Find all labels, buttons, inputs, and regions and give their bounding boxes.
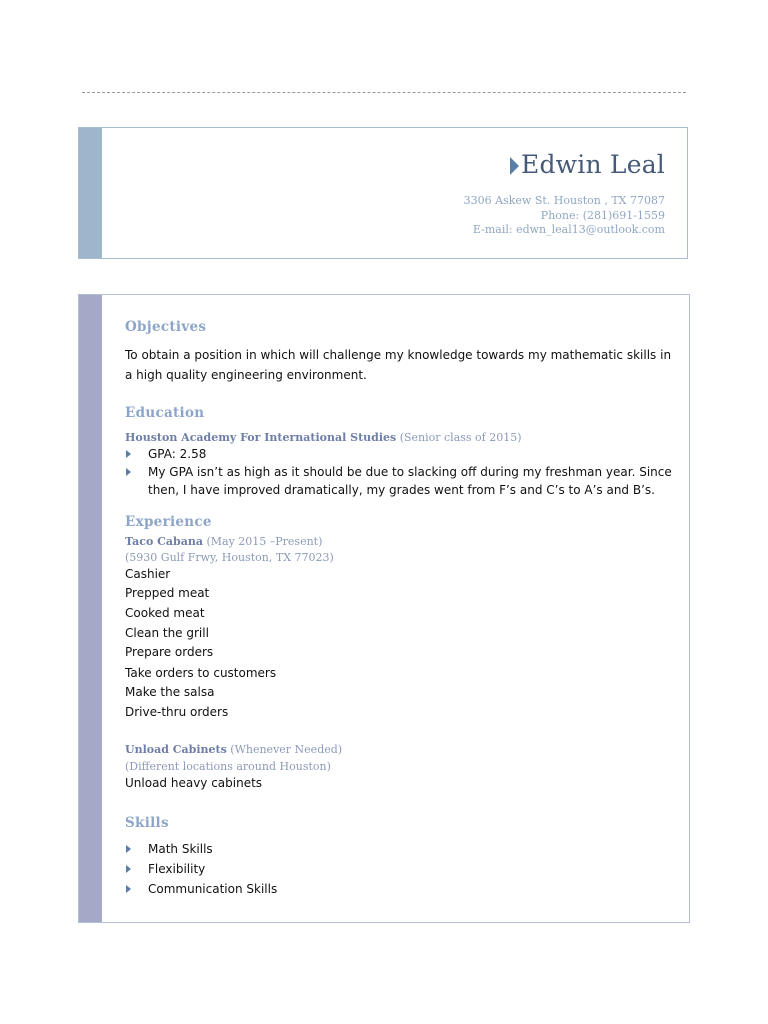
address: 3306 Askew St. Houston , TX 77087 xyxy=(463,194,665,207)
duty-item: Cooked meat xyxy=(125,606,205,620)
list-item xyxy=(125,860,673,878)
employer-name: Unload Cabinets xyxy=(125,743,227,756)
skill-text: Flexibility xyxy=(148,862,206,876)
job-location: (Different locations around Houston) xyxy=(125,760,331,773)
phone: Phone: (281)691-1559 xyxy=(540,208,665,222)
email: E-mail: edwn_leal13@outlook.com xyxy=(472,223,665,236)
bullet-triangle-icon xyxy=(126,845,131,853)
education-bullet-text: GPA: 2.58 xyxy=(148,447,207,461)
education-bullet-text: My GPA isn’t as high as it should be due to slacking off during my freshman year. Since then, I have improved dramatically, my grades went from F’s and C’s to A’s and B’s. xyxy=(148,465,672,497)
experience-heading: Experience xyxy=(125,514,212,530)
triangle-marker-icon xyxy=(510,157,519,175)
duty-item: Cashier xyxy=(125,567,171,581)
skills-heading: Skills xyxy=(125,815,169,831)
duty-item: Drive-thru orders xyxy=(125,705,229,719)
school-note: (Senior class of 2015) xyxy=(399,431,522,444)
job-title-line xyxy=(125,535,322,548)
header-card xyxy=(78,127,688,259)
job-dates: (May 2015 –Present) xyxy=(206,535,323,548)
duty-item: Clean the grill xyxy=(125,626,209,640)
duty-item: Take orders to customers xyxy=(125,666,277,680)
bullet-triangle-icon xyxy=(126,468,131,476)
objectives-heading: Objectives xyxy=(125,319,207,335)
contact-info xyxy=(464,194,665,238)
education-heading: Education xyxy=(125,405,205,421)
job-dates: (Whenever Needed) xyxy=(230,743,343,756)
duty-item: Make the salsa xyxy=(125,685,215,699)
job-title-line xyxy=(125,743,342,756)
duty-item: Unload heavy cabinets xyxy=(125,776,263,790)
employer-name: Taco Cabana xyxy=(125,535,203,548)
resume-body-card xyxy=(78,294,690,923)
education-school-line xyxy=(125,431,522,444)
skill-text: Math Skills xyxy=(148,842,213,856)
duty-item: Prepped meat xyxy=(125,586,210,600)
list-item xyxy=(125,840,673,858)
list-item xyxy=(125,880,673,898)
bullet-triangle-icon xyxy=(126,450,131,458)
objectives-text: To obtain a position in which will challenge my knowledge towards my mathematic skills in a high quality engineering environment. xyxy=(125,348,672,382)
job-location: (5930 Gulf Frwy, Houston, TX 77023) xyxy=(125,551,334,564)
bullet-triangle-icon xyxy=(126,885,131,893)
body-accent-band xyxy=(79,295,102,922)
bullet-triangle-icon xyxy=(126,865,131,873)
list-item xyxy=(125,463,673,499)
school-name: Houston Academy For International Studies xyxy=(125,431,397,444)
skill-text: Communication Skills xyxy=(148,882,278,896)
top-divider xyxy=(82,92,686,93)
duty-item: Prepare orders xyxy=(125,645,214,659)
header-accent-band xyxy=(79,128,102,258)
name-row xyxy=(510,150,665,179)
list-item xyxy=(125,445,673,463)
applicant-name: Edwin Leal xyxy=(521,150,665,179)
